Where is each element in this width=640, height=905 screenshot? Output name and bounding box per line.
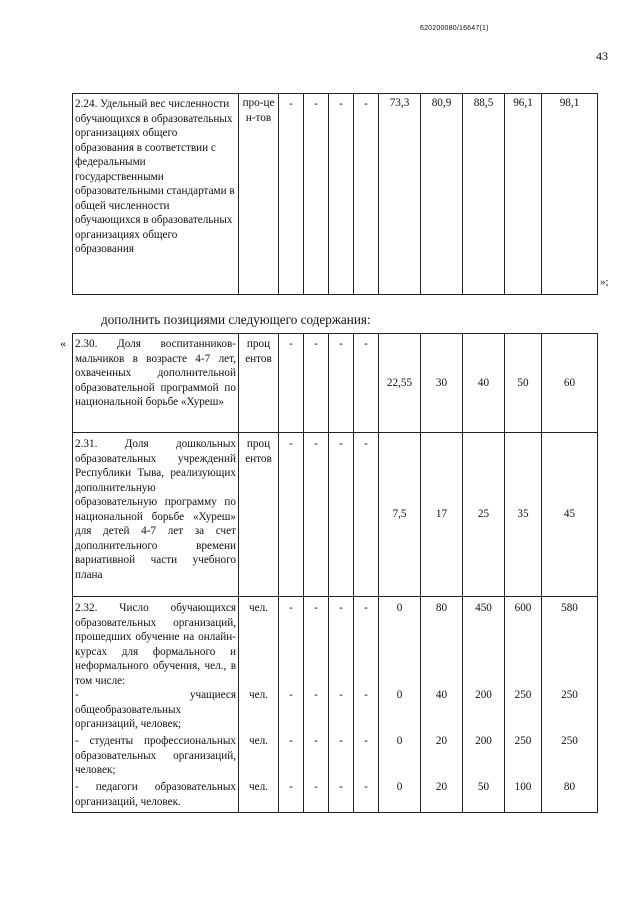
indicator-table-new — [72, 333, 598, 813]
value-cell: - — [329, 688, 354, 734]
value-cell: 96,1 — [505, 94, 542, 295]
table-row — [73, 597, 598, 689]
value-cell: 600 — [505, 597, 542, 689]
value-cell: 0 — [379, 688, 421, 734]
value-cell: - — [329, 94, 354, 295]
value-cell: 250 — [505, 688, 542, 734]
value-cell: 40 — [421, 688, 463, 734]
value-cell: - — [304, 433, 329, 597]
value-cell: 50 — [505, 334, 542, 433]
value-cell: - — [329, 597, 354, 689]
indicator-label: - учащиеся общеобразовательных организаций, человек; — [73, 688, 239, 734]
amendment-heading: дополнить позициями следующего содержания: — [101, 312, 371, 327]
value-cell: 100 — [505, 780, 542, 812]
value-cell: 45 — [542, 433, 598, 597]
indicator-label: 2.24. Удельный вес численности обучающихся в образовательных организациях общего образования в соответствии с федеральными государственными образовательными стандартами в общей численности обучающихся в образовательных организациях общего образования — [73, 94, 239, 295]
value-cell: 25 — [463, 433, 505, 597]
indicator-unit: про-цен-тов — [239, 94, 279, 295]
indicator-label: - студенты профессиональных образовательных организаций, человек; — [73, 734, 239, 780]
indicator-label: 2.31. Доля дошкольных образовательных учреждений Республики Тыва, реализующих дополнительную образовательную программу по национальной борьбе «Хуреш» для детей 4-7 лет за счет дополнительного времени вариативной части учебного плана — [73, 433, 239, 597]
value-cell: - — [279, 94, 304, 295]
table-row — [73, 334, 598, 433]
indicator-table-continued — [72, 93, 598, 295]
indicator-label: 2.30. Доля воспитанников-мальчиков в возрасте 4-7 лет, охваченных дополнительной образовательной программой по национальной борьбе «Хуреш» — [73, 334, 239, 433]
table-row — [73, 780, 598, 812]
value-cell: - — [279, 597, 304, 689]
value-cell: - — [279, 688, 304, 734]
indicator-unit: чел. — [239, 734, 279, 780]
value-cell: - — [329, 334, 354, 433]
value-cell: 20 — [421, 734, 463, 780]
value-cell: 0 — [379, 597, 421, 689]
value-cell: - — [354, 734, 379, 780]
value-cell: 20 — [421, 780, 463, 812]
table-row — [73, 688, 598, 734]
value-cell: 17 — [421, 433, 463, 597]
value-cell: - — [329, 433, 354, 597]
page-number: 43 — [596, 49, 608, 63]
value-cell: 250 — [542, 734, 598, 780]
value-cell: - — [279, 734, 304, 780]
value-cell: - — [354, 597, 379, 689]
value-cell: - — [279, 334, 304, 433]
table-row — [73, 94, 598, 295]
value-cell: 80,9 — [421, 94, 463, 295]
value-cell: 250 — [505, 734, 542, 780]
value-cell: - — [304, 688, 329, 734]
indicator-label: - педагоги образовательных организаций, человек. — [73, 780, 239, 812]
value-cell: 200 — [463, 688, 505, 734]
value-cell: 80 — [421, 597, 463, 689]
value-cell: 250 — [542, 688, 598, 734]
value-cell: - — [304, 780, 329, 812]
value-cell: - — [354, 780, 379, 812]
value-cell: 98,1 — [542, 94, 598, 295]
value-cell: 40 — [463, 334, 505, 433]
closing-quote: »; — [600, 276, 609, 288]
value-cell: 88,5 — [463, 94, 505, 295]
value-cell: - — [304, 94, 329, 295]
indicator-unit: проц ентов — [239, 334, 279, 433]
document-id: 620200080/16647(1) — [420, 25, 489, 32]
value-cell: 60 — [542, 334, 598, 433]
value-cell: 200 — [463, 734, 505, 780]
value-cell: 22,55 — [379, 334, 421, 433]
value-cell: - — [329, 780, 354, 812]
value-cell: 450 — [463, 597, 505, 689]
value-cell: - — [304, 734, 329, 780]
value-cell: - — [354, 688, 379, 734]
value-cell: - — [304, 597, 329, 689]
indicator-unit: чел. — [239, 688, 279, 734]
value-cell: - — [354, 94, 379, 295]
indicator-unit: чел. — [239, 780, 279, 812]
value-cell: 73,3 — [379, 94, 421, 295]
value-cell: 30 — [421, 334, 463, 433]
table-row — [73, 433, 598, 597]
indicator-unit: чел. — [239, 597, 279, 689]
value-cell: 580 — [542, 597, 598, 689]
value-cell: - — [279, 433, 304, 597]
value-cell: - — [279, 780, 304, 812]
value-cell: - — [354, 433, 379, 597]
value-cell: - — [329, 734, 354, 780]
value-cell: 35 — [505, 433, 542, 597]
table-row — [73, 734, 598, 780]
value-cell: - — [304, 334, 329, 433]
indicator-label: 2.32. Число обучающихся образовательных организаций, прошедших обучение на онлайн-курсах для формального и неформального обучения, чел., в том числе: — [73, 597, 239, 689]
value-cell: 0 — [379, 780, 421, 812]
value-cell: 80 — [542, 780, 598, 812]
value-cell: 50 — [463, 780, 505, 812]
opening-quote: « — [60, 336, 66, 350]
indicator-unit: проц ентов — [239, 433, 279, 597]
value-cell: 7,5 — [379, 433, 421, 597]
value-cell: 0 — [379, 734, 421, 780]
value-cell: - — [354, 334, 379, 433]
